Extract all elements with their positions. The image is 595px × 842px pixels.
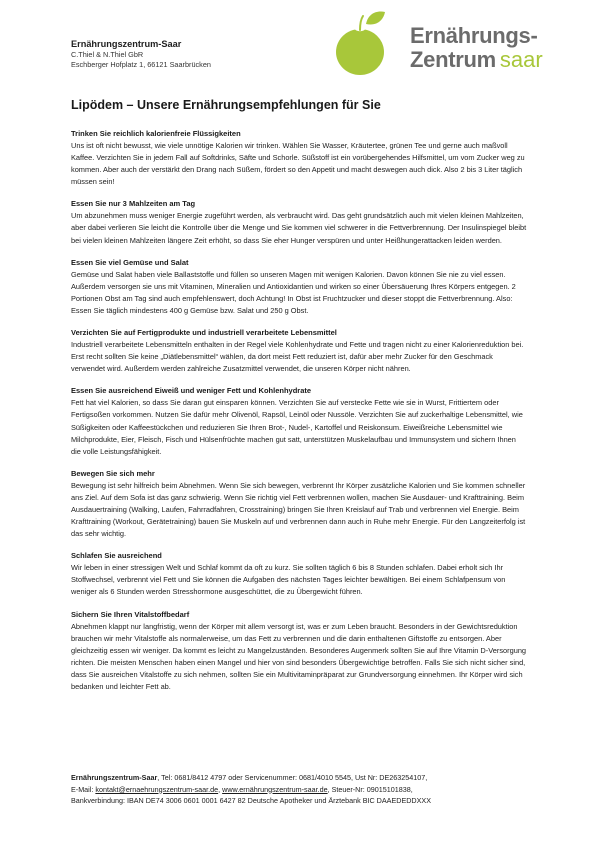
page-title: Lipödem – Unsere Ernährungsempfehlungen für Sie <box>71 98 381 112</box>
section-vegetables <box>71 258 527 317</box>
section-processed-food <box>71 328 527 375</box>
footer-email-label: E-Mail: <box>71 784 96 794</box>
footer-tax-number: , Steuer-Nr: 09015101838, <box>327 784 413 794</box>
sender-owner: C.Thiel & N.Thiel GbR <box>71 50 144 59</box>
sender-block <box>71 38 311 70</box>
section-text: Uns ist oft nicht bewusst, wie viele unnötige Kalorien wir trinken. Wählen Sie Wasser, Kräutertee, grünen Tee und gerne auch maßvoll Kaffee. Verzichten Sie in jedem Fall auf Softdrinks, Säfte und Schorle. Süßstoff ist ein vorübergehendes Hilfsmittel, um vom Zucker weg zu kommen. Aber auch der verstärkt den Drang nach Süßem, fördert so den Appetit und macht deswegen auch dick. Also 2 bis 3 Liter täglich müssen sein! <box>71 141 525 187</box>
footer-separator: , <box>218 784 223 794</box>
footer-web-link[interactable]: www.ernährungszentrum-saar.de <box>222 784 328 794</box>
section-heading: Schlafen Sie ausreichend <box>71 551 162 561</box>
logo <box>330 10 543 76</box>
sender-company: Ernährungszentrum-Saar <box>71 39 182 49</box>
section-heading: Bewegen Sie sich mehr <box>71 468 155 478</box>
section-heading: Essen Sie ausreichend Eiweiß und weniger Fett und Kohlenhydrate <box>71 386 312 396</box>
footer-line-online <box>71 784 531 796</box>
section-text: Bewegung ist sehr hilfreich beim Abnehmen. Wenn Sie sich bewegen, verbrennt Ihr Körper zusätzliche Kalorien und Sie kommen schneller ans Ziel. Auf dem Sofa ist das ganz schwierig. Wenn Sie richtig viel Fett verbrennen wollen, machen Sie Ausdauer- und Krafttraining. Beim Ausdauertraining (Walking, Laufen, Fahrradfahren, Crosstraining) bringen Sie Ihren Kreislauf auf Trab und verbrennen viel Energie. Beim Krafttraining (Workout, Gerätetraining) bauen Sie Muskeln auf und verbrennen dann auch in Ruhe mehr Energie. Für den Langzeiterfolg ist das sehr wichtig. <box>71 480 526 539</box>
footer-line-bank: Bankverbindung: IBAN DE74 3006 0601 0001 6427 82 Deutsche Apotheker und Ärztebank BIC DAAEDEDDXXX <box>71 796 431 805</box>
section-heading: Essen Sie nur 3 Mahlzeiten am Tag <box>71 199 196 209</box>
section-heading: Sichern Sie Ihren Vitalstoffbedarf <box>71 609 190 619</box>
section-heading: Trinken Sie reichlich kalorienfreie Flüssigkeiten <box>71 129 241 138</box>
logo-word-zentrum: Zentrum <box>410 47 496 72</box>
section-vitamins <box>71 610 527 694</box>
section-text: Fett hat viel Kalorien, so dass Sie daran gut einsparen können. Verzichten Sie auf verstecke Fette wie sie in Wurst, Frittiertem oder Fertigsoßen vorkommen. Nutzen Sie dafür mehr Olivenöl, Rapsöl, Leinöl oder Nussöle. Verzichten Sie auf zuckerhaltige Lebensmittel, wie Süßigkeiten oder Kaffeestückchen und reduzieren Sie Ihren Brot-, Nudel-, Kartoffel und Reiskonsum. Eiweißreiche Lebensmittel wie Milchprodukte, Eier, Fleisch, Fisch und Hülsenfrüchte machen gut satt, unterstützen Muskelaufbau und Immunsystem und sichern Ihnen die volle Leistungsfähigkeit. <box>71 398 523 456</box>
section-meals <box>71 199 527 246</box>
section-text: Wir leben in einer stressigen Welt und Schlaf kommt da oft zu kurz. Sie sollten täglich 6 bis 8 Stunden schlafen. Dabei erholt sich Ihr Stoffwechsel, verbrennt viel Fett und Sie können die Aufgaben des nächsten Tages leichter bewältigen. Bei einem Schlafpensum von weniger als 6 Stunden werden Stresshormone ausgeschüttet, die zu Übergewicht führen. <box>71 563 506 597</box>
section-sleep <box>71 551 527 598</box>
section-text: Um abzunehmen muss weniger Energie zugeführt werden, als verbraucht wird. Das geht grundsätzlich auch mit vielen kleinen Mahlzeiten, aber dabei verlieren Sie leicht die Kontrolle über die Menge und Sie kommen viel schwerer in die Fettverbrennung. Der Insulinspiegel bleibt bei vielen kleinen Mahlzeiten längere Zeit erhöht, so dass Sie eher Hunger verspüren und unter Heißhungerattacken leiden werden. <box>71 211 527 245</box>
footer-email-link[interactable]: kontakt@ernaehrungszentrum-saar.de <box>95 784 219 794</box>
section-fluids <box>71 129 527 188</box>
logo-word-saar: saar <box>499 47 543 72</box>
section-text: Abnehmen klappt nur langfristig, wenn der Körper mit allem versorgt ist, was er zum Leben braucht. Besonders in der Gewichtsreduktion brauchen wir mehr Vitalstoffe als normalerweise, um das Fett zu verbrennen und die darin enthaltenen Giftstoffe zu entsorgen. Aber gleichzeitig essen wir weniger. Da kommt es leicht zu Mangelzuständen. Besonderes Augenmerk sollten Sie auf Ihre Vitamin D-Versorgung richten. Die meisten Menschen haben einen Mangel und hier von sind besonders Übergewichtige betroffen. Falls Sie sich nicht sicher sind, dass Sie ausreichen Vitalstoffe zu sich nehmen, sollten Sie ein Multivitaminpräparat zur Grundversorgung einnehmen. Ihr Körper wird sich bedanken und leichter Fett ab. <box>71 621 527 691</box>
section-text: Gemüse und Salat haben viele Ballaststoffe und füllen so unseren Magen mit wenigen Kalorien. Davon können Sie nie zu viel essen. Außerdem versorgen sie uns mit Vitaminen, Mineralien und Antioxidantien und wirken so einer Übersäuerung Ihres Körpers entgegen. 2 Portionen Obst am Tag sind auch empfehlenswert, doch Achtung! In Obst ist Fruchtzucker und dieser stoppt die Fettverbrennung. Also: Essen Sie täglich mindestens 400 g Gemüse bzw. Salat und 250 g Obst. <box>71 269 516 315</box>
section-heading: Verzichten Sie auf Fertigprodukte und industriell verarbeitete Lebensmittel <box>71 328 337 338</box>
apple-logo-icon <box>330 10 406 76</box>
footer-company: Ernährungszentrum-Saar <box>71 773 158 782</box>
footer <box>71 772 531 807</box>
logo-wordmark-line1: Ernährungs- <box>410 23 538 48</box>
footer-phone-tax: , Tel: 0681/8412 4797 oder Servicenummer: 0681/4010 5545, Ust Nr: DE263254107, <box>157 773 428 782</box>
section-exercise <box>71 469 527 540</box>
sender-address: Eschberger Hofplatz 1, 66121 Saarbrücken <box>71 60 211 69</box>
content-sections <box>71 129 527 704</box>
logo-wordmark-line2 <box>410 48 543 72</box>
section-protein <box>71 386 527 457</box>
section-text: Industriell verarbeitete Lebensmitteln enthalten in der Regel viele Kohlenhydrate und Fette und tragen nicht zu einer Kalorienreduktion bei. Erst recht sollten Sie keine „Diätlebensmittel“ wählen, da dort meist Fett reduziert ist, dafür aber mehr Zucker für den Geschmack verwendet wird. Außerdem werden zahlreiche Zusatzmittel verwendet, die unseren Körper nicht nähren. <box>71 340 524 374</box>
section-heading: Essen Sie viel Gemüse und Salat <box>71 257 189 267</box>
footer-line-contact <box>71 772 531 784</box>
